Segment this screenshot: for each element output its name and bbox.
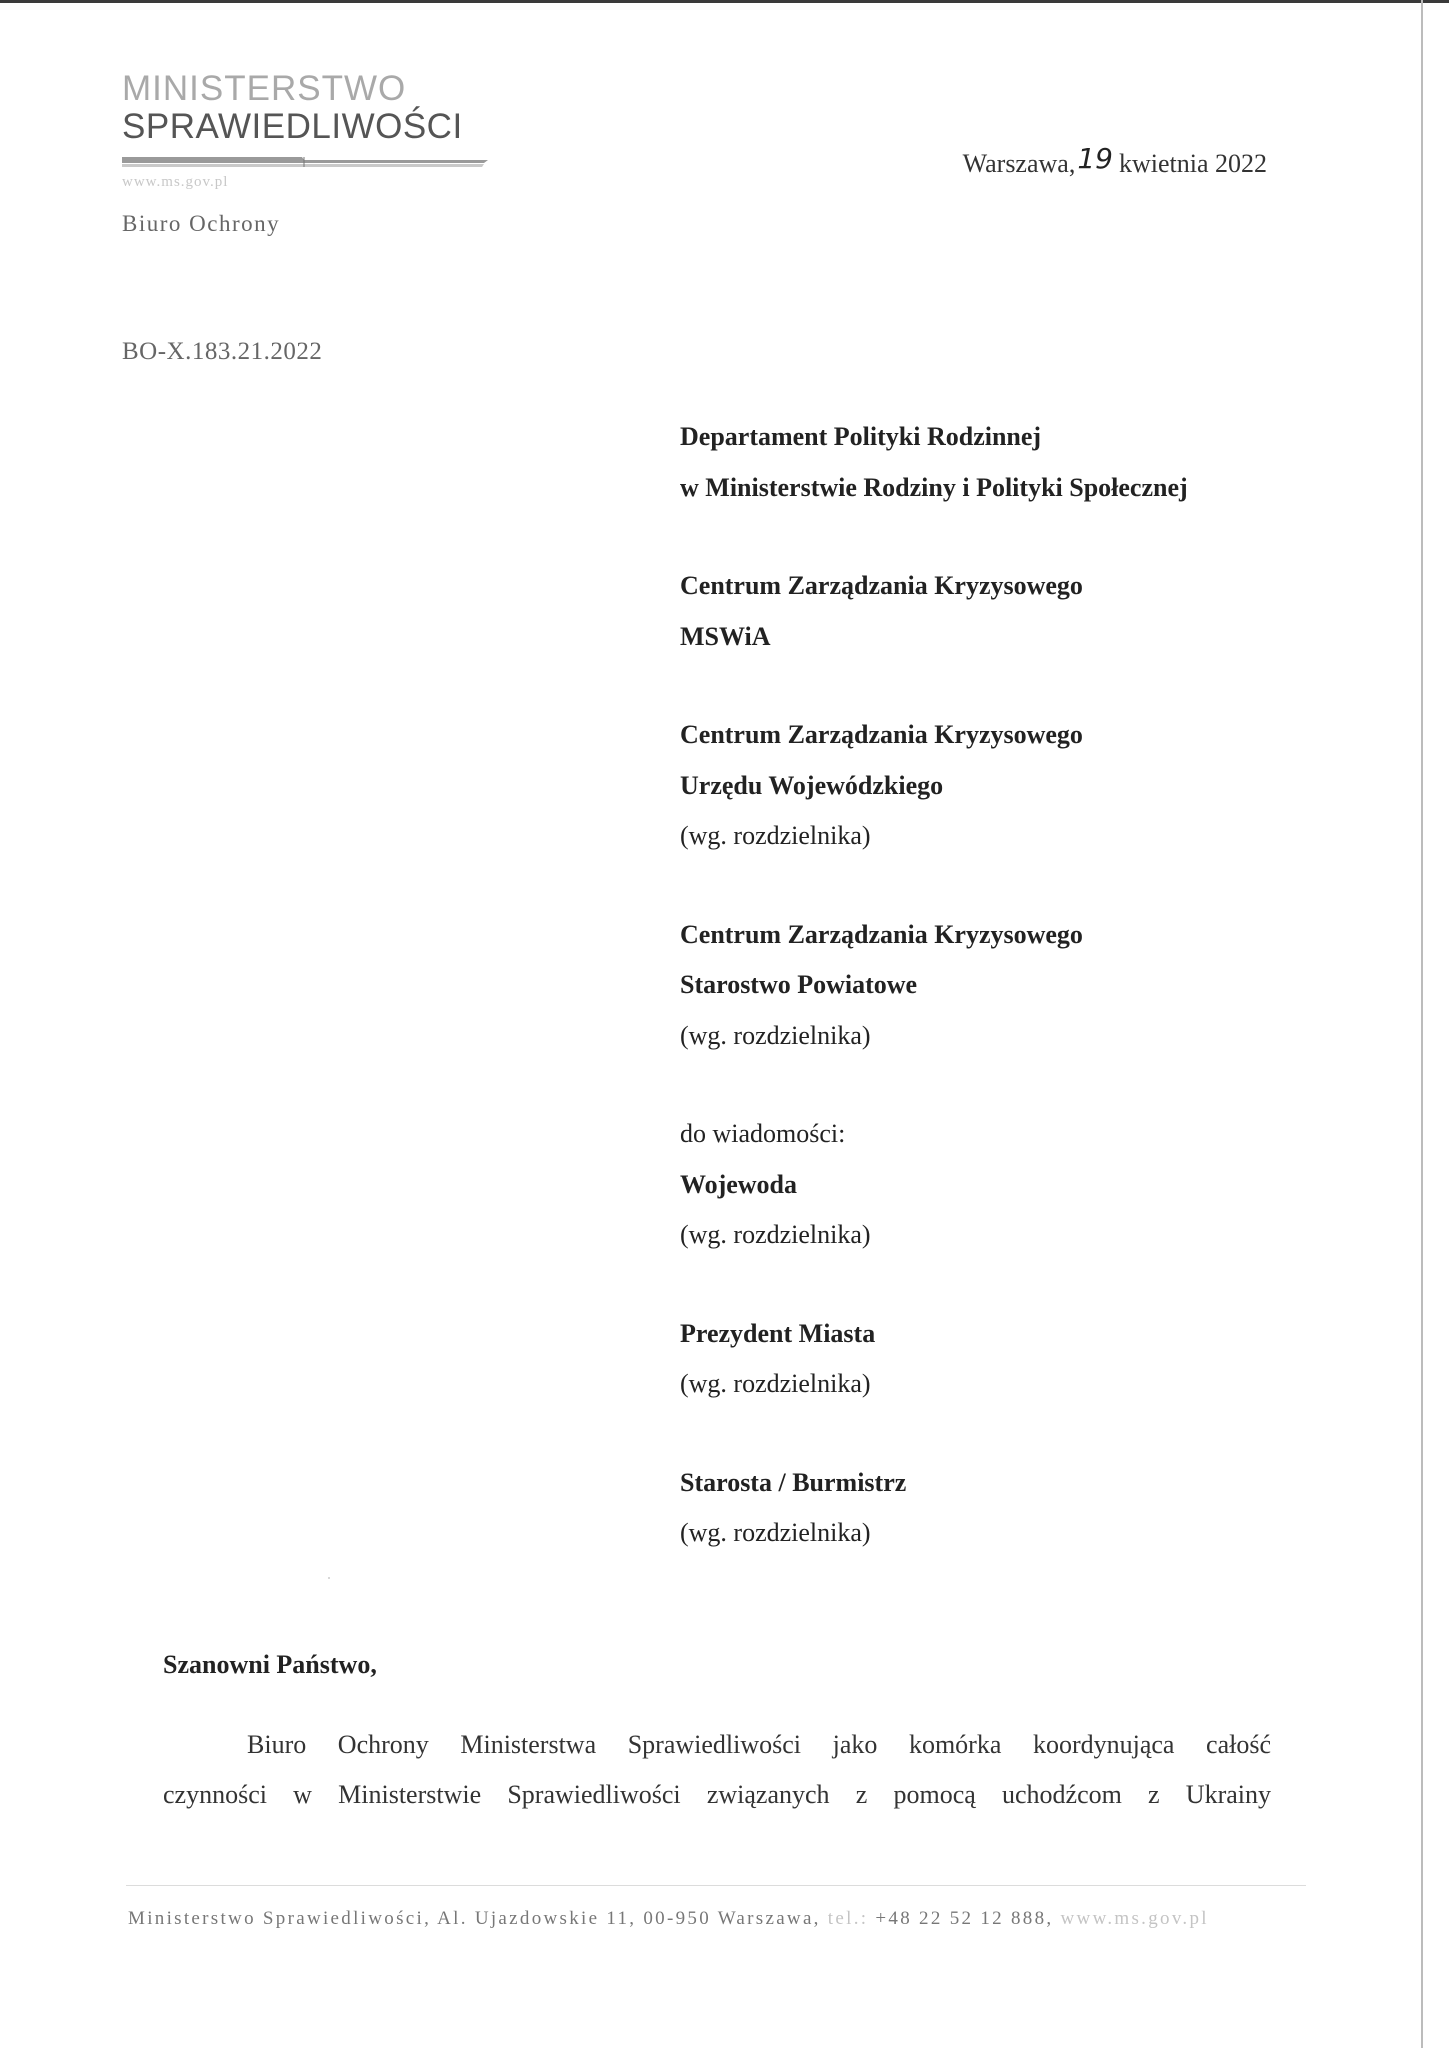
recipients-list [680,412,1280,1607]
recipient-line: (wg. rozdzielnika) [680,1369,871,1398]
date-prefix: Warszawa, [962,149,1076,178]
letterhead [122,70,502,237]
recipient-line: Urzędu Wojewódzkiego [680,770,944,800]
recipient-line: Centrum Zarządzania Kryzysowego [680,919,1083,949]
recipient-line: Departament Polityki Rodzinnej [680,422,1042,451]
footer-tel-label: tel.: [827,1908,869,1929]
handwritten-day: 19 [1077,142,1113,175]
recipient-line: Prezydent Miasta [680,1318,876,1348]
letterhead-url: www.ms.gov.pl [122,174,229,190]
recipient-line: do wiadomości: [680,1119,846,1148]
recipient-block [680,561,1280,662]
recipient-line: w Ministerstwie Rodziny i Polityki Społecznej [680,472,1188,502]
recipient-line: Centrum Zarządzania Kryzysowego [680,720,1083,749]
recipient-block [680,1109,1280,1261]
letter-date [962,142,1267,179]
logo-line-2: SPRAWIEDLIWOŚCI [122,107,463,146]
scan-speck [328,1577,330,1579]
office-name: Biuro Ochrony [122,211,281,236]
recipient-line: Centrum Zarządzania Kryzysowego [680,571,1083,600]
recipient-block [680,412,1280,513]
logo-line-1: MINISTERSTWO [122,69,407,108]
footer-divider [126,1885,1306,1886]
recipient-line: Wojewoda [680,1169,797,1199]
recipient-block [680,1309,1280,1410]
recipient-block [680,710,1280,862]
recipient-line: Starostwo Powiatowe [680,970,918,999]
footer-url: www.ms.gov.pl [1060,1908,1209,1929]
logo-flag-bars [122,156,490,168]
recipient-line: Starosta / Burmistrz [680,1467,907,1497]
reference-number: BO-X.183.21.2022 [122,338,323,365]
recipient-line: (wg. rozdzielnika) [680,821,871,850]
recipient-line: (wg. rozdzielnika) [680,1518,871,1547]
body-line-1: Biuro Ochrony Ministerstwa Sprawiedliwości jako komórka koordynująca całość [247,1730,1271,1759]
recipient-line: (wg. rozdzielnika) [680,1220,871,1249]
letter-body [163,1720,1271,1820]
scan-edge-right [1421,0,1423,2048]
date-suffix: kwietnia 2022 [1118,149,1267,178]
recipient-line: (wg. rozdzielnika) [680,1020,871,1050]
recipient-block [680,910,1280,1062]
footer-address: Ministerstwo Sprawiedliwości, Al. Ujazdowskie 11, 00-950 Warszawa, [128,1908,821,1929]
footer-phone: +48 22 52 12 888, [875,1908,1054,1929]
footer [128,1908,1209,1930]
body-line-2: czynności w Ministerstwie Sprawiedliwości związanych z pomocą uchodźcom z Ukrainy [163,1780,1271,1809]
scan-edge-top [0,0,1449,3]
recipient-block [680,1458,1280,1559]
recipient-line: MSWiA [680,621,771,651]
salutation: Szanowni Państwo, [163,1650,377,1679]
